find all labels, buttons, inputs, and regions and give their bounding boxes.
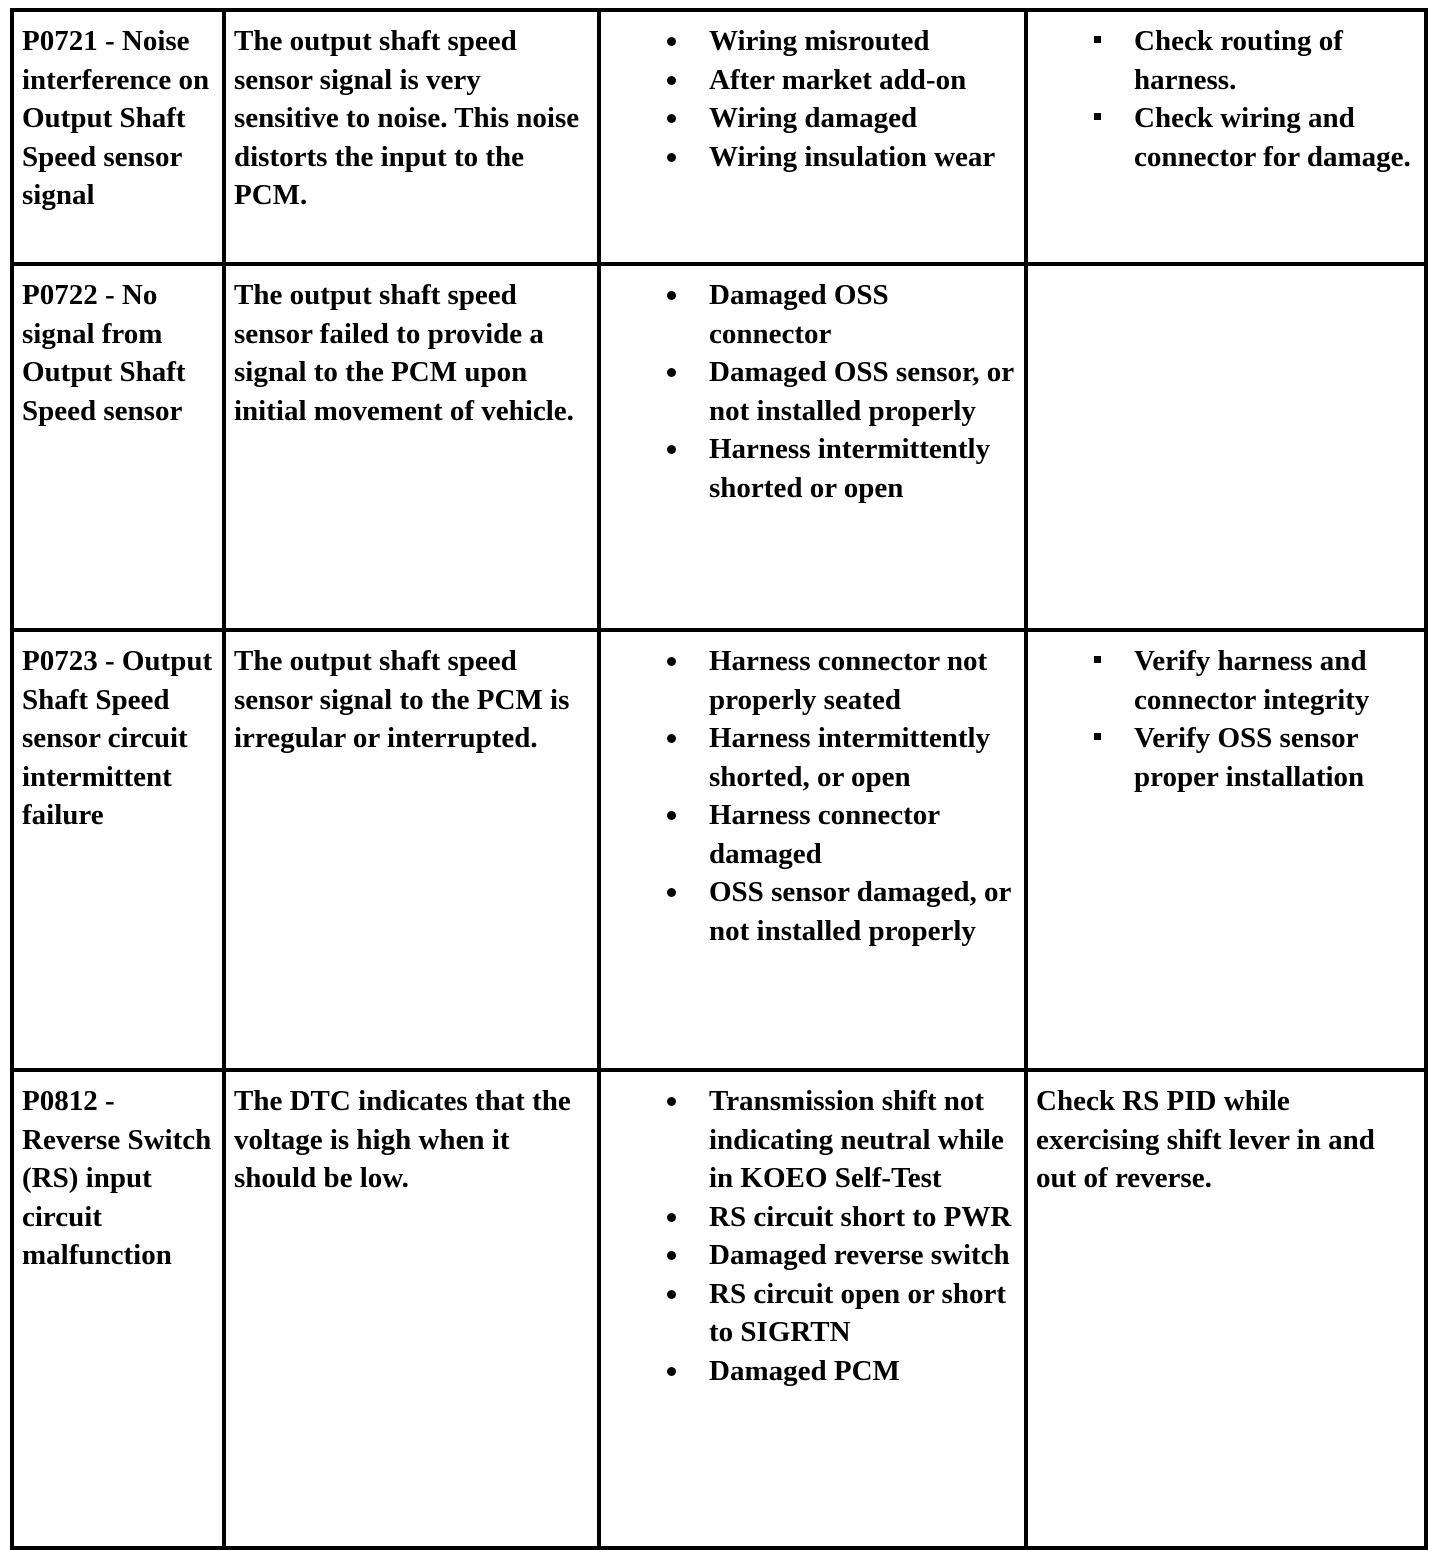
list-item: Damaged OSS sensor, or not installed properly: [709, 353, 1018, 430]
list-item: OSS sensor damaged, or not installed properly: [709, 873, 1018, 950]
list-item: Damaged PCM: [709, 1352, 1018, 1391]
actions-cell: [1026, 10, 1426, 264]
actions-list: [1036, 642, 1418, 796]
causes-list: [609, 22, 1018, 176]
action-text: Check RS PID while exercising shift lever in and out of reverse.: [1036, 1085, 1375, 1194]
actions-list: [1036, 22, 1418, 176]
list-item: Harness connector damaged: [709, 796, 1018, 873]
causes-cell: [599, 1070, 1026, 1548]
description-cell: The DTC indicates that the voltage is high when it should be low.: [224, 1070, 599, 1548]
description-cell: The output shaft speed sensor failed to provide a signal to the PCM upon initial movement of vehicle.: [224, 264, 599, 630]
dtc-code-cell: P0721 - Noise interference on Output Shaft Speed sensor signal: [12, 10, 224, 264]
list-item: Wiring insulation wear: [709, 138, 1018, 177]
actions-cell: [1026, 630, 1426, 1070]
list-item: Transmission shift not indicating neutral while in KOEO Self-Test: [709, 1082, 1018, 1198]
actions-cell: [1026, 264, 1426, 630]
actions-cell: [1026, 1070, 1426, 1548]
dtc-code-cell: P0722 - No signal from Output Shaft Speed sensor: [12, 264, 224, 630]
list-item: Verify harness and connector integrity: [1134, 642, 1418, 719]
causes-cell: [599, 264, 1026, 630]
table-row: [12, 264, 1426, 630]
list-item: Harness connector not properly seated: [709, 642, 1018, 719]
list-item: Verify OSS sensor proper installation: [1134, 719, 1418, 796]
list-item: RS circuit open or short to SIGRTN: [709, 1275, 1018, 1352]
dtc-code-cell: P0723 - Output Shaft Speed sensor circuit intermittent failure: [12, 630, 224, 1070]
causes-cell: [599, 630, 1026, 1070]
list-item: Harness intermittently shorted or open: [709, 430, 1018, 507]
list-item: Wiring misrouted: [709, 22, 1018, 61]
description-cell: The output shaft speed sensor signal to the PCM is irregular or interrupted.: [224, 630, 599, 1070]
list-item: Check wiring and connector for damage.: [1134, 99, 1418, 176]
list-item: Damaged OSS connector: [709, 276, 1018, 353]
causes-list: [609, 642, 1018, 950]
description-cell: The output shaft speed sensor signal is very sensitive to noise. This noise distorts the input to the PCM.: [224, 10, 599, 264]
list-item: After market add-on: [709, 61, 1018, 100]
table-row: [12, 1070, 1426, 1548]
dtc-table: [10, 8, 1428, 1550]
table-row: [12, 630, 1426, 1070]
list-item: Check routing of harness.: [1134, 22, 1418, 99]
list-item: RS circuit short to PWR: [709, 1198, 1018, 1237]
causes-list: [609, 1082, 1018, 1390]
causes-list: [609, 276, 1018, 507]
list-item: Harness intermittently shorted, or open: [709, 719, 1018, 796]
causes-cell: [599, 10, 1026, 264]
table-row: [12, 10, 1426, 264]
dtc-code-cell: P0812 - Reverse Switch (RS) input circuit malfunction: [12, 1070, 224, 1548]
list-item: Wiring damaged: [709, 99, 1018, 138]
list-item: Damaged reverse switch: [709, 1236, 1018, 1275]
